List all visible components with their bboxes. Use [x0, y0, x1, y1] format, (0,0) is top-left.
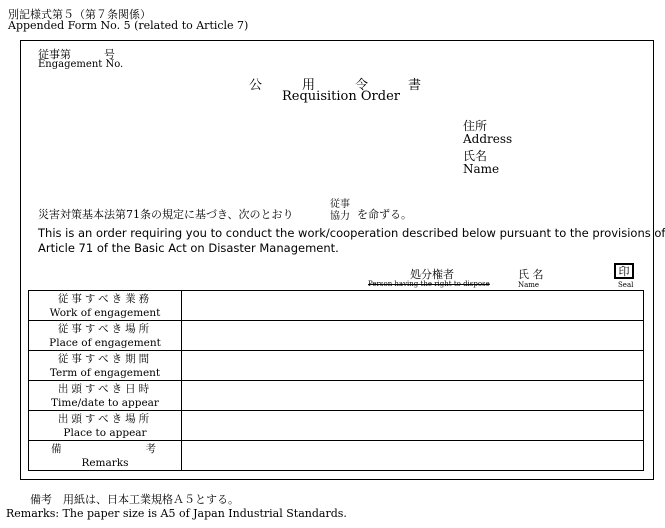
row-label: 出頭すべき場所 Place to appear	[29, 411, 182, 441]
name-label-jp: 氏名	[463, 149, 488, 163]
row-value-cell[interactable]	[182, 321, 644, 351]
row-label: 備 考 Remarks	[29, 441, 182, 471]
stack-option-engagement: 従事	[330, 199, 350, 210]
name-label-en: Name	[463, 162, 500, 176]
table-row	[29, 321, 644, 351]
row-value-cell[interactable]	[182, 291, 644, 321]
seal-label-en: Seal	[618, 281, 634, 289]
row-label: 従事すべき期間 Term of engagement	[29, 351, 182, 381]
table-row	[29, 351, 644, 381]
address-label-jp: 住所	[463, 119, 488, 133]
row-value-cell[interactable]	[182, 351, 644, 381]
row-value-cell[interactable]	[182, 381, 644, 411]
footer-note-en: Remarks: The paper size is A5 of Japan Industrial Standards.	[6, 507, 347, 520]
address-label-en: Address	[463, 132, 513, 146]
row-label: 従事すべき場所 Place of engagement	[29, 321, 182, 351]
authority-label-en: Person having the right to dispose	[368, 280, 490, 288]
body-text-en-line1: This is an order requiring you to conduct the work/cooperation described below pursuant to the provisions of	[38, 226, 665, 240]
authority-label-jp: 処分権者	[410, 268, 454, 281]
table-row	[29, 291, 644, 321]
footer-note-jp: 備考 用紙は、日本工業規格Ａ５とする。	[30, 493, 239, 506]
table-row	[29, 441, 644, 471]
order-details-table	[28, 290, 644, 471]
row-label: 出頭すべき日時 Time/date to appear	[29, 381, 182, 411]
signer-name-label-jp: 氏 名	[518, 268, 544, 281]
table-row	[29, 381, 644, 411]
signer-name-label-en: Name	[518, 281, 540, 289]
row-label: 従事すべき業務 Work of engagement	[29, 291, 182, 321]
row-value-cell[interactable]	[182, 441, 644, 471]
body-text-jp-end: を命ずる。	[357, 208, 412, 221]
title-jp: 公用令書	[249, 78, 462, 93]
body-text-en-line2: Article 71 of the Basic Act on Disaster Management.	[38, 241, 339, 255]
body-text-jp: 災害対策基本法第71条の規定に基づき、次のとおり	[38, 208, 294, 221]
engagement-number-jp: 従事第 号	[38, 48, 115, 61]
seal-box: 印	[614, 263, 634, 279]
form-header-jp: 別記様式第５（第７条関係）	[8, 8, 151, 21]
title-en: Requisition Order	[282, 89, 400, 104]
row-value-cell[interactable]	[182, 411, 644, 441]
body-stacked-options	[330, 199, 350, 223]
form-header-en: Appended Form No. 5 (related to Article 7)	[8, 19, 249, 32]
stack-option-cooperation: 協力	[330, 211, 350, 222]
table-row	[29, 411, 644, 441]
engagement-number-en: Engagement No.	[38, 59, 124, 70]
